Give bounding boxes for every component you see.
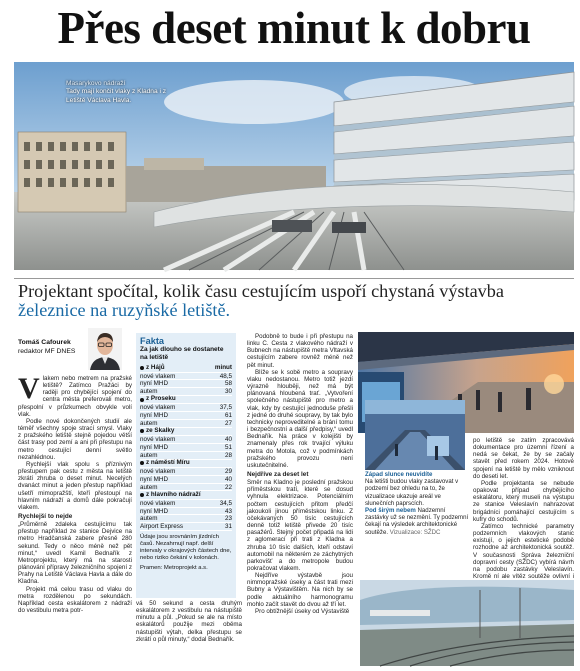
bullet-icon	[140, 429, 144, 433]
fakta-origin: z Proseku	[146, 395, 176, 403]
fakta-group-label	[140, 364, 165, 371]
fakta-mode: autem	[140, 483, 158, 491]
fakta-row	[140, 412, 232, 420]
fakta-group-header	[140, 396, 232, 404]
article-column-1	[18, 372, 132, 666]
bullet-icon	[140, 398, 144, 402]
fakta-group-label	[140, 460, 190, 467]
fakta-mode: nové vlakem	[140, 404, 176, 412]
hero-caption-title: Masarykovo nádraží	[66, 80, 126, 87]
fakta-minutes: 40	[224, 475, 232, 483]
photo-caption-title: Západ slunce neuvidíte	[365, 471, 433, 478]
divider	[14, 278, 574, 279]
fakta-minutes: 28	[224, 451, 232, 459]
paragraph: Rychlejší vlak spolu s příznivým přestupem pak cestu z města na letiště zkrátí zhruba o deset minut. Necelých dvanáct minut a jeden přestup například ušetří mimopražští, kteří přestoupí na hlavním nádraží a domů dále pokračují vlakem.	[18, 460, 132, 511]
fakta-mode: nové vlakem	[140, 436, 176, 444]
fakta-mode: Airport Express	[140, 523, 184, 531]
photo-underground-station-visualization	[365, 400, 465, 470]
fakta-label: Fakta	[140, 336, 165, 346]
fakta-row	[140, 380, 232, 388]
fakta-minutes: 61	[224, 412, 232, 420]
fakta-origin: ze Skalky	[146, 427, 175, 435]
fakta-minutes: 34,5	[219, 499, 232, 507]
paragraph	[18, 372, 132, 418]
fakta-minutes: 48,5	[219, 372, 232, 380]
paragraph: „Průměrně zdaleka cestujícímu tak přestup například ze stanice Dejvice na metro Hradčanská zabere přesně 280 sekund. Tedy o něco méně než pět minut,“ uvedl Kamil Bednařík z Metroprojektu, který má na starosti plánování přípravy železničního spojení z Prahy na Letiště Václava Havla a dále do Kladna.	[18, 521, 132, 586]
author-name: Tomáš Cafourek	[18, 339, 71, 346]
section-heading: Nejdříve za deset let	[247, 470, 309, 478]
photo-outdoor-stop-visualization	[360, 580, 574, 666]
paragraph: Směr na Kladno je poslední pražskou příměstskou tratí, které se dosud vyhnula elektrizace. Potenciálním počtem cestujících přitom předčí jakoukoli jinou příměstskou linku. Z očekávaných 50 tisíc cestujících denně totiž letiště přivede 20 tisíc pasažérů. Stejný počet připadá na lidi z aglomerací při trati z Kladna a zhruba 10 tisíc dalších, kteří odstaví automobil na některém ze záchytných parkovišť a do metropole budou pokračovat vlakem.	[247, 479, 353, 572]
fakta-row	[140, 515, 232, 523]
subheadline-highlight: železnice na ruzyňské letiště.	[18, 300, 231, 320]
subheadline	[18, 282, 558, 320]
bullet-icon	[140, 366, 144, 370]
fakta-origin: z hlavního nádraží	[146, 490, 201, 498]
bullet-icon	[140, 493, 144, 497]
paragraph: Zatímco technické parametry podzemních vlakových stanic existují, o jejich estetické podobě rozhodne až architektonická soutěž. V současnosti Správa železniční dopravní cesty (SŽDC) vybírá návrh na podobu zastávky Veleslavín. Kromě ní ale vítěz soutěže ovlivní i	[473, 522, 574, 580]
fakta-group-header	[140, 460, 232, 468]
fakta-minutes: 27	[224, 419, 232, 427]
fakta-mode: autem	[140, 388, 158, 396]
paragraph: Blíže se k sobě metro a soupravy vlaku nedostanou. Metro totiž jezdí výrazně hlouběji, než má být plánovaná hloubená trať. „Vytvoření společného nástupiště pro metro a vlak, kdy by cestující jednoduše přešli z jedné do druhé soupravy, by tak bylo technicky neproveditelné a brání tomu i bezpečnostní a další předpisy,“ uvedl Bednařík. Na práce v kolejišti by znamenaly přes rok trvající výluku metra do Motola, což v podmínkách pražského provozu není uskutečnitelné.	[247, 368, 353, 469]
photo-caption-text: Na letišti budou vlaky zastavovat v podzemí bez ohledu na to, že vizualizace ukazuje areál ve slunečních paprscích.	[365, 478, 459, 507]
fakta-minutes: 43	[224, 507, 232, 515]
fakta-row	[140, 500, 232, 508]
drop-cap: V	[18, 372, 40, 405]
photo-caption-title-2: Pod širým nebem	[365, 507, 416, 515]
photo-caption	[365, 471, 469, 536]
photo-caption-text-2: Nadzemní zastávky už se nezmění. Ty podzemní čekají na výsledek architektonické soutěže.	[365, 507, 469, 536]
fakta-row	[140, 476, 232, 484]
paragraph: po letiště se zatím zpracovává dokumentace pro územní řízení a nedá se čekat, že by se začaly stavět před rokem 2024. Hotové spojení na letiště by mělo vzniknout do deseti let.	[473, 437, 574, 480]
paragraph: Projekt má celou trasu od vlaku do metra rozdělenou po sekundách. Například cesta eskalátorem z nádraží do vestibulu metra potr-	[18, 585, 132, 614]
paragraph: Podle nové dokončených studií ale téměř všechny spoje strací smysl. Vlaky z pražského letiště stejně pojedou větší část trasy pod zemí a ani při přestupu na metro cestující denní světlo nezahlédnou.	[18, 417, 132, 461]
fakta-minutes: 37,5	[219, 404, 232, 412]
fakta-minutes: 30	[224, 388, 232, 396]
fakta-mode: nové vlakem	[140, 467, 176, 475]
fakta-minutes: 58	[224, 380, 232, 388]
subheadline-text: Projektant spočítal, kolik času cestujícím uspoří chystaná výstavba	[18, 281, 504, 301]
fakta-minutes: 40	[224, 436, 232, 444]
article-column-3	[247, 333, 353, 666]
fakta-group-label	[140, 491, 201, 498]
fakta-origin: z náměstí Míru	[146, 459, 190, 467]
fakta-source: Pramen: Metroprojekt a.s.	[140, 564, 208, 571]
author-portrait	[88, 328, 122, 370]
fakta-row	[140, 508, 232, 516]
fakta-row	[140, 523, 232, 531]
paragraph: Pro obtížnější úseky od Výstaviště	[255, 607, 350, 615]
fakta-minutes: 29	[224, 467, 232, 475]
fakta-mode: nyní MHD	[140, 507, 168, 515]
section-heading: Rychlejší to nejde	[18, 512, 73, 520]
fakta-title: Za jak dlouho se dostanete na letiště	[140, 346, 224, 361]
fakta-group-label	[140, 428, 174, 435]
fakta-group-header	[140, 491, 232, 499]
author-byline	[18, 338, 98, 356]
fakta-group-header	[140, 428, 232, 436]
fakta-mode: nyní MHD	[140, 475, 168, 483]
fakta-minutes: 31	[224, 523, 232, 531]
fakta-box	[136, 333, 236, 598]
hero-caption-text: Tady mají končit vlaky z Kladna i z Letiště Václava Havla.	[66, 88, 167, 104]
paragraph: Nejdříve výstavbě jsou nimmopražské úseky a část trati mezi Bubny a Výstavištěm. Na nich by se podle aktuálního harmonogramu mohlo začít stavět do dvou až tří let.	[247, 572, 353, 608]
bullet-icon	[140, 461, 144, 465]
photo-credit: Vizualizace: SŽDC	[389, 528, 441, 536]
fakta-row	[140, 444, 232, 452]
article-column-2	[136, 600, 242, 666]
fakta-mode: nyní MHD	[140, 412, 168, 420]
fakta-group-header	[140, 364, 232, 372]
fakta-minutes: 22	[224, 483, 232, 491]
paragraph: Podobně to bude i při přestupu na linku C. Cesta z vlakového nádraží v Bubnech na nástupiště metra Vltavská cestujícím zabere rovněž méně než pět minut.	[247, 333, 353, 369]
paragraph: vá 50 sekund a cesta druhým eskalátorem z vestibulu na nástupiště minutu a půl. „Pokud se ale na místo eskalátorů použije mezi oběma nástupišti výtah, delka přestupu se zkrátí o půl minuty,“ dodal Bednařík.	[136, 600, 242, 643]
hero-caption	[66, 80, 184, 105]
fakta-table	[140, 364, 232, 531]
fakta-minutes: 23	[224, 515, 232, 523]
fakta-origin: z Hájů	[146, 363, 165, 371]
fakta-mode: autem	[140, 419, 158, 427]
author-role: redaktor MF DNES	[18, 348, 76, 355]
fakta-minutes: 51	[224, 443, 232, 451]
fakta-mode: nyní MHD	[140, 443, 168, 451]
paragraph-text: lakem nebo metrem na pražské letiště? Zatímco Pražáci by raději pro chybějící spojení do centra města preferovali metro, přespolní v průzkumech obvykle volí vlak.	[18, 375, 132, 418]
fakta-mode: autem	[140, 451, 158, 459]
fakta-row	[140, 436, 232, 444]
fakta-mode: nové vlakem	[140, 372, 176, 380]
fakta-unit: minut	[214, 364, 232, 372]
fakta-mode: nové vlakem	[140, 499, 176, 507]
fakta-group-label	[140, 396, 176, 403]
fakta-row	[140, 468, 232, 476]
fakta-mode: autem	[140, 515, 158, 523]
article-column-5	[473, 437, 574, 585]
fakta-row	[140, 404, 232, 412]
headline: Přes deset minut k dobru	[57, 3, 531, 53]
fakta-row	[140, 373, 232, 381]
fakta-note: Údaje jsou srovnáním jízdních časů. Nezahrnují např. delší intervaly v okrajových částech dne, nebo riziko čekání v kolonách.	[140, 533, 232, 561]
paragraph: Podle projektanta se nebude opakovat případ chybějícího eskalátoru, který museli na výstupu ze stanice Veleslavín nahrazovat brigádníci pomáhající cestujícím s kufry do schodů.	[473, 479, 574, 523]
fakta-mode: nyní MHD	[140, 380, 168, 388]
